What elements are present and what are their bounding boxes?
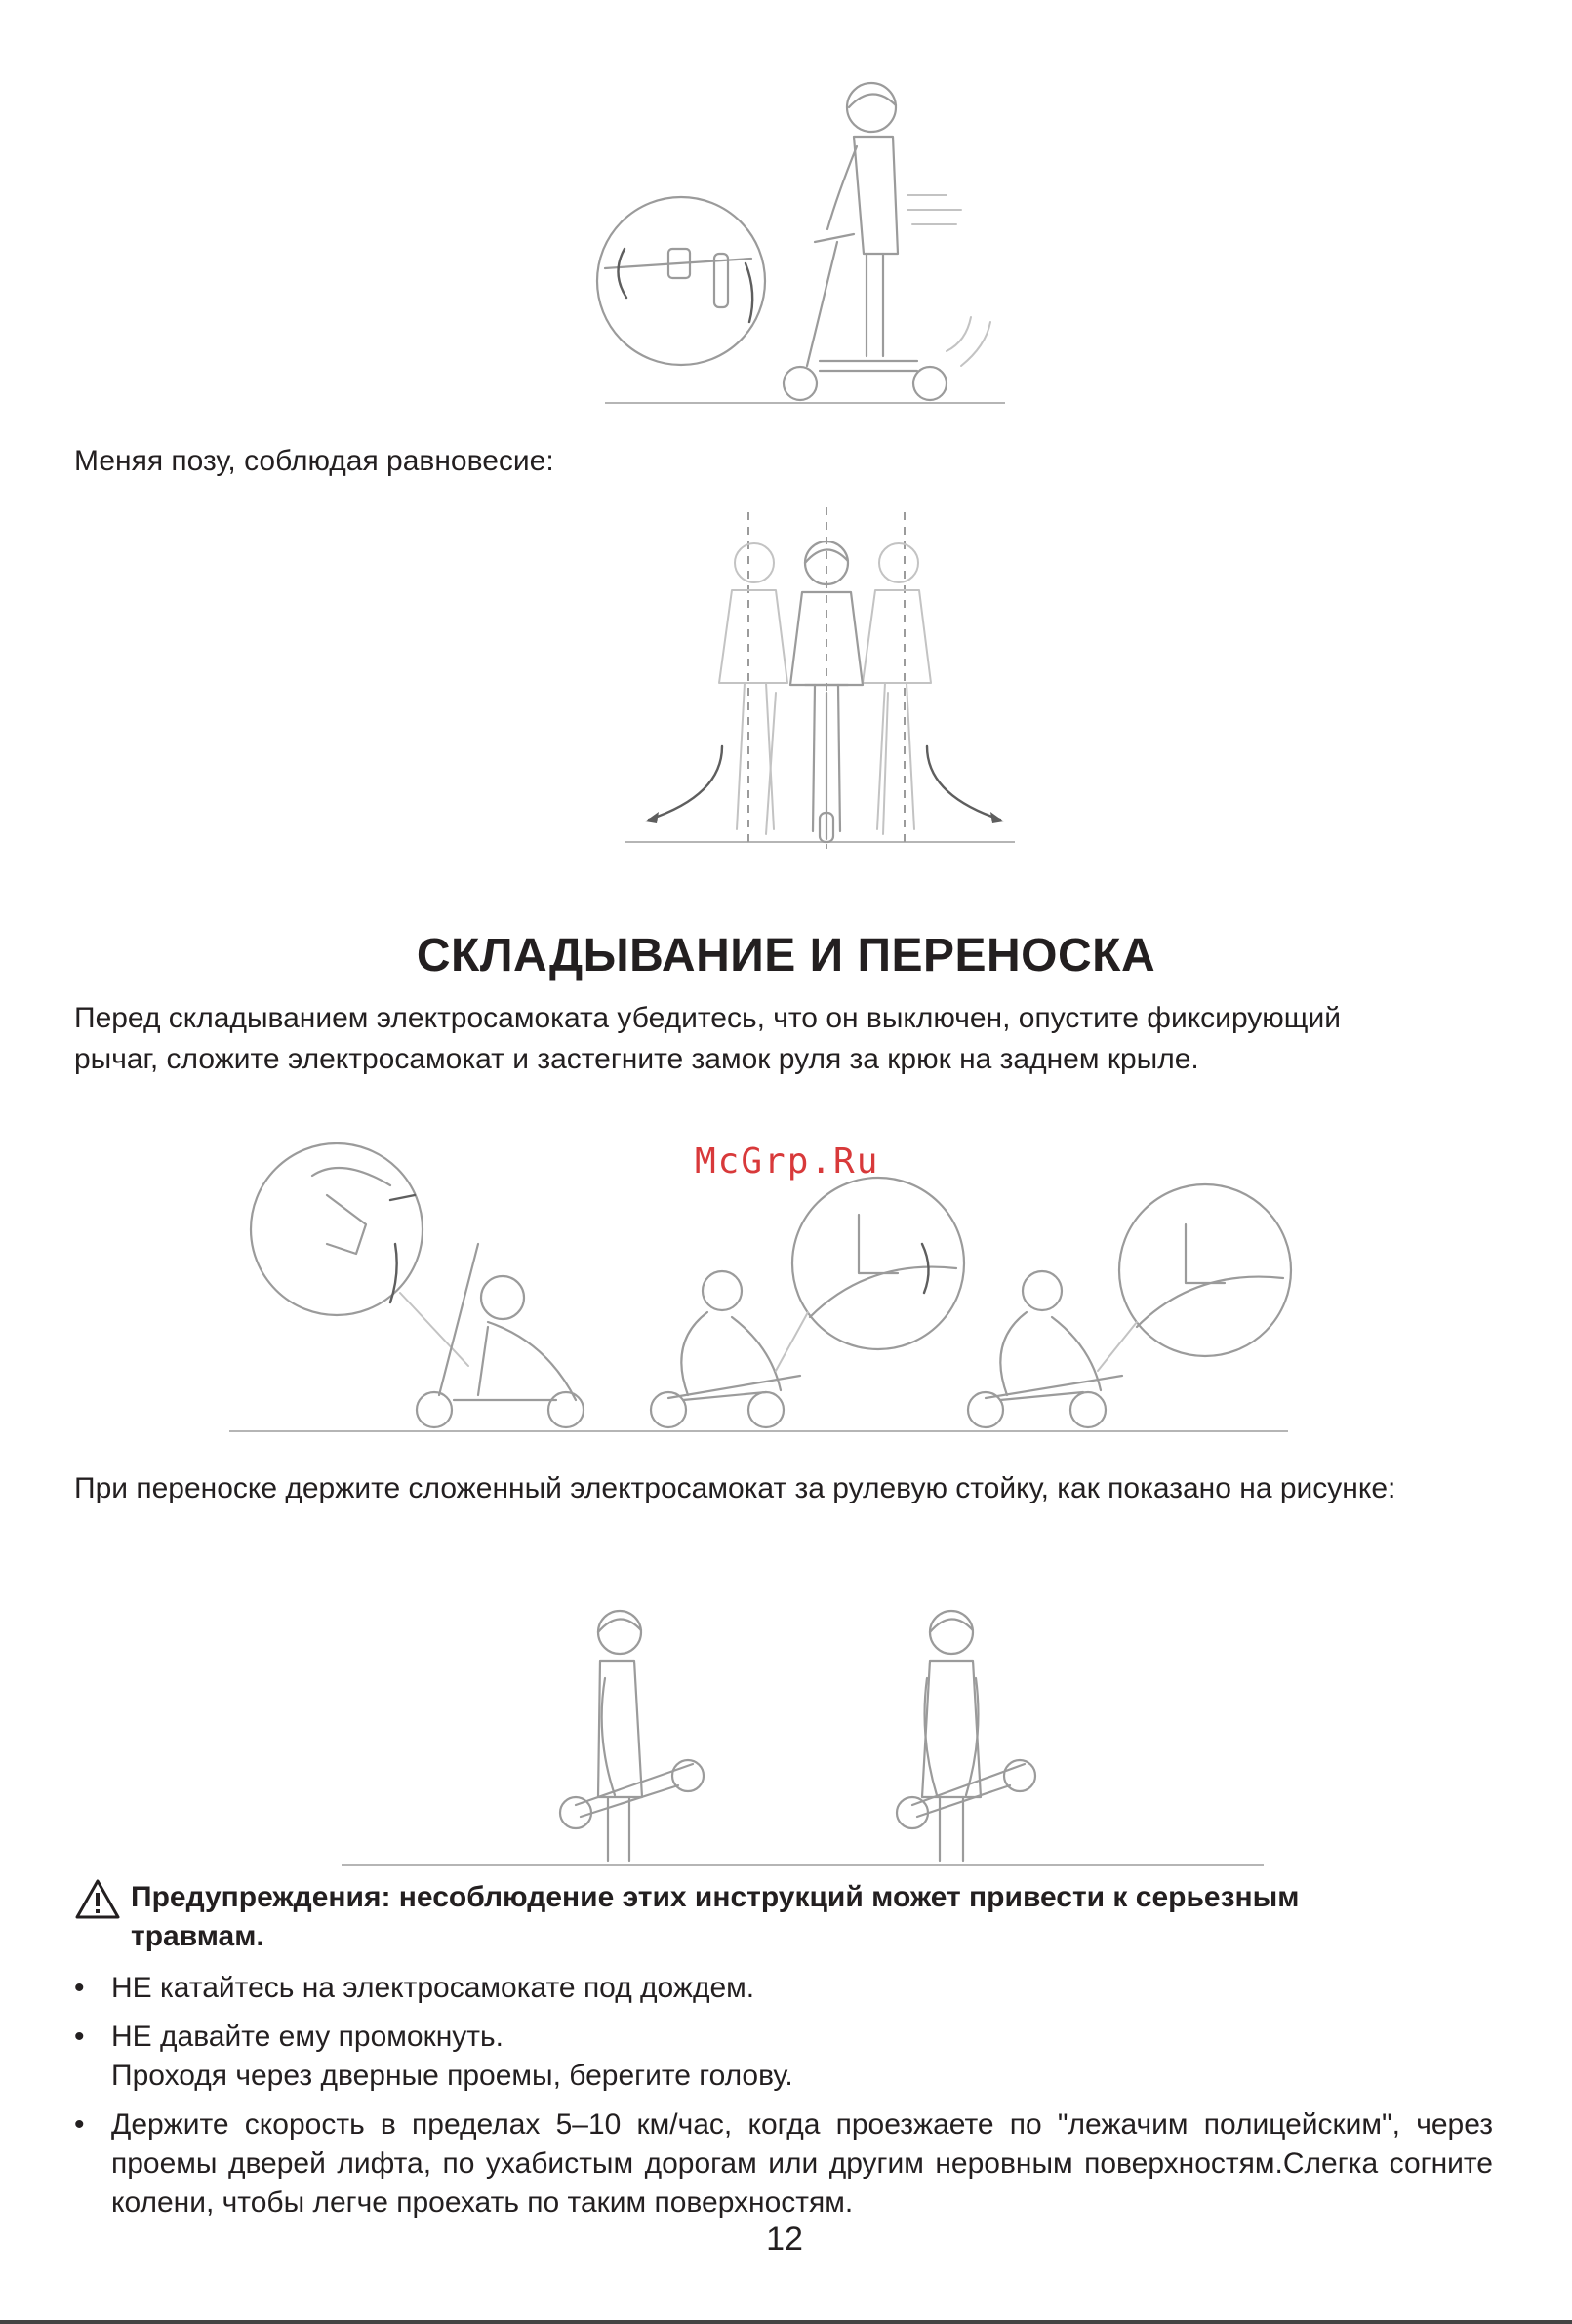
list-item-text: Проходя через дверные проемы, берегите голову.	[111, 2060, 793, 2092]
folding-paragraph	[74, 998, 1518, 1080]
list-item-text: НЕ катайтесь на электросамокате под дождем.	[111, 1972, 755, 2004]
list-item	[74, 2105, 1493, 2223]
warning-title-line1: Предупреждения: несоблюдение этих инструкций может привести к серьезным	[131, 1881, 1300, 1913]
page-bottom-border	[0, 2320, 1572, 2324]
bullet-marker: •	[74, 1972, 85, 2004]
bullet-marker: •	[74, 2108, 85, 2141]
folding-paragraph-line2: рычаг, сложите электросамокат и застегните замок руля за крюк на заднем крыле.	[74, 1043, 1199, 1075]
folding-illustration	[224, 1137, 1298, 1444]
folding-paragraph-line1: Перед складыванием электросамоката убедитесь, что он выключен, опустите фиксирующий	[74, 1002, 1341, 1034]
bullet-marker: •	[74, 2021, 85, 2053]
section-title-wrap	[0, 929, 1572, 982]
braking-illustration	[585, 78, 1034, 415]
list-item-text: НЕ давайте ему промокнуть.	[111, 2021, 504, 2053]
balance-illustration	[620, 502, 1029, 863]
warning-title-line2: травмам.	[131, 1920, 264, 1952]
list-item-text: Держите скорость в пределах 5–10 км/час, когда проезжаете по "лежачим полицейским", через проемы дверей лифта, по ухабистым дорогам или другим неровным поверхностям.Слегка согните колени, чтобы легче проехать по таким поверхностям.	[111, 2108, 1493, 2219]
warning-triangle-icon	[74, 1878, 121, 1926]
carry-caption: При переноске держите сложенный электросамокат за рулевую стойку, как показано на рисунке:	[74, 1472, 1396, 1504]
watermark: McGrp.Ru	[695, 1142, 880, 1182]
warning-title	[131, 1878, 1509, 1956]
balance-caption: Меняя позу, соблюдая равновесие:	[74, 445, 554, 477]
carrying-illustration	[337, 1600, 1273, 1873]
list-item	[74, 1969, 1493, 2008]
list-item	[74, 2018, 1493, 2096]
section-title: СКЛАДЫВАНИЕ И ПЕРЕНОСКА	[416, 930, 1156, 982]
warning-block	[74, 1878, 1509, 1956]
page-number: 12	[766, 2221, 803, 2258]
warning-list	[74, 1969, 1493, 2232]
